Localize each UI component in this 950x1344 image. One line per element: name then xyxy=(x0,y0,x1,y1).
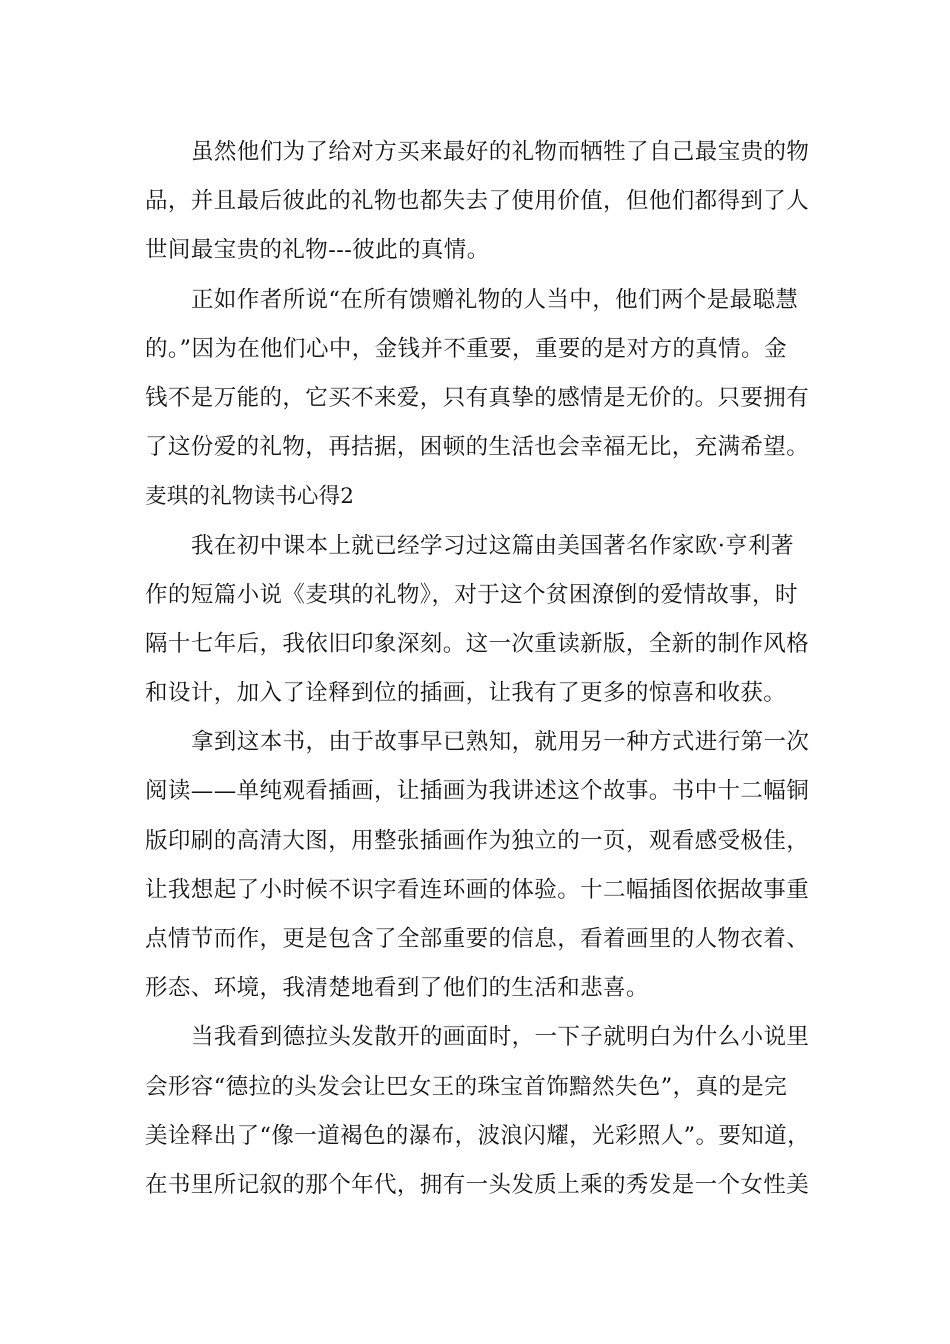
text-line: 了这份爱的礼物，再拮据，困顿的生活也会幸福无比，充满希望。 xyxy=(145,434,810,461)
text-line: 点情节而作，更是包含了全部重要的信息，看着画里的人物衣着、 xyxy=(145,926,810,952)
text-line: 在书里所记叙的那个年代，拥有一头发质上乘的秀发是一个女性美 xyxy=(145,1171,810,1198)
text-line: 世间最宝贵的礼物---彼此的真情。 xyxy=(145,237,490,264)
text-line: 形态、环境，我清楚地看到了他们的生活和悲喜。 xyxy=(145,975,649,1002)
text-line: 钱不是万能的，它买不来爱，只有真挚的感情是无价的。只要拥有 xyxy=(145,384,810,411)
text-line: 虽然他们为了给对方买来最好的礼物而牺牲了自己最宝贵的物 xyxy=(191,139,810,165)
text-line: 品，并且最后彼此的礼物也都失去了使用价值，但他们都得到了人 xyxy=(145,188,810,215)
paragraph xyxy=(145,522,825,719)
text-line: 阅读——单纯观看插画，让插画为我讲述这个故事。书中十二幅铜 xyxy=(145,778,810,805)
text-line: 作的短篇小说《麦琪的礼物》，对于这个贫困潦倒的爱情故事，时 xyxy=(145,581,798,608)
document-body xyxy=(145,128,825,1210)
text-line: 的。”因为在他们心中，金钱并不重要，重要的是对方的真情。金 xyxy=(145,335,787,362)
paragraph xyxy=(145,276,825,473)
text-line: 美诠释出了“像一道褐色的瀑布，波浪闪耀，光彩照人”。要知道， xyxy=(145,1122,811,1149)
paragraph xyxy=(145,128,825,276)
paragraph xyxy=(145,1013,825,1210)
text-line: 隔十七年后，我依旧印象深刻。这一次重读新版，全新的制作风格 xyxy=(145,630,810,657)
text-line: 拿到这本书，由于故事早已熟知，就用另一种方式进行第一次 xyxy=(191,729,810,756)
text-line: 和设计，加入了诠释到位的插画，让我有了更多的惊喜和收获。 xyxy=(145,680,787,707)
text-line: 我在初中课本上就已经学习过这篇由美国著名作家欧·亨利著 xyxy=(191,532,794,559)
text-line: 版印刷的高清大图，用整张插画作为独立的一页，观看感受极佳， xyxy=(145,827,810,854)
section-title: 麦琪的礼物读书心得2 xyxy=(145,484,355,510)
text-line: 正如作者所说“在所有馈赠礼物的人当中，他们两个是最聪慧 xyxy=(191,286,799,313)
paragraph xyxy=(145,718,825,1013)
text-line: 让我想起了小时候不识字看连环画的体验。十二幅插图依据故事重 xyxy=(145,876,810,903)
text-line: 当我看到德拉头发散开的画面时，一下子就明白为什么小说里 xyxy=(191,1024,810,1051)
text-line: 会形容“德拉的头发会让巴女王的珠宝首饰黯然失色”，真的是完 xyxy=(145,1073,788,1100)
section-heading xyxy=(145,472,825,521)
